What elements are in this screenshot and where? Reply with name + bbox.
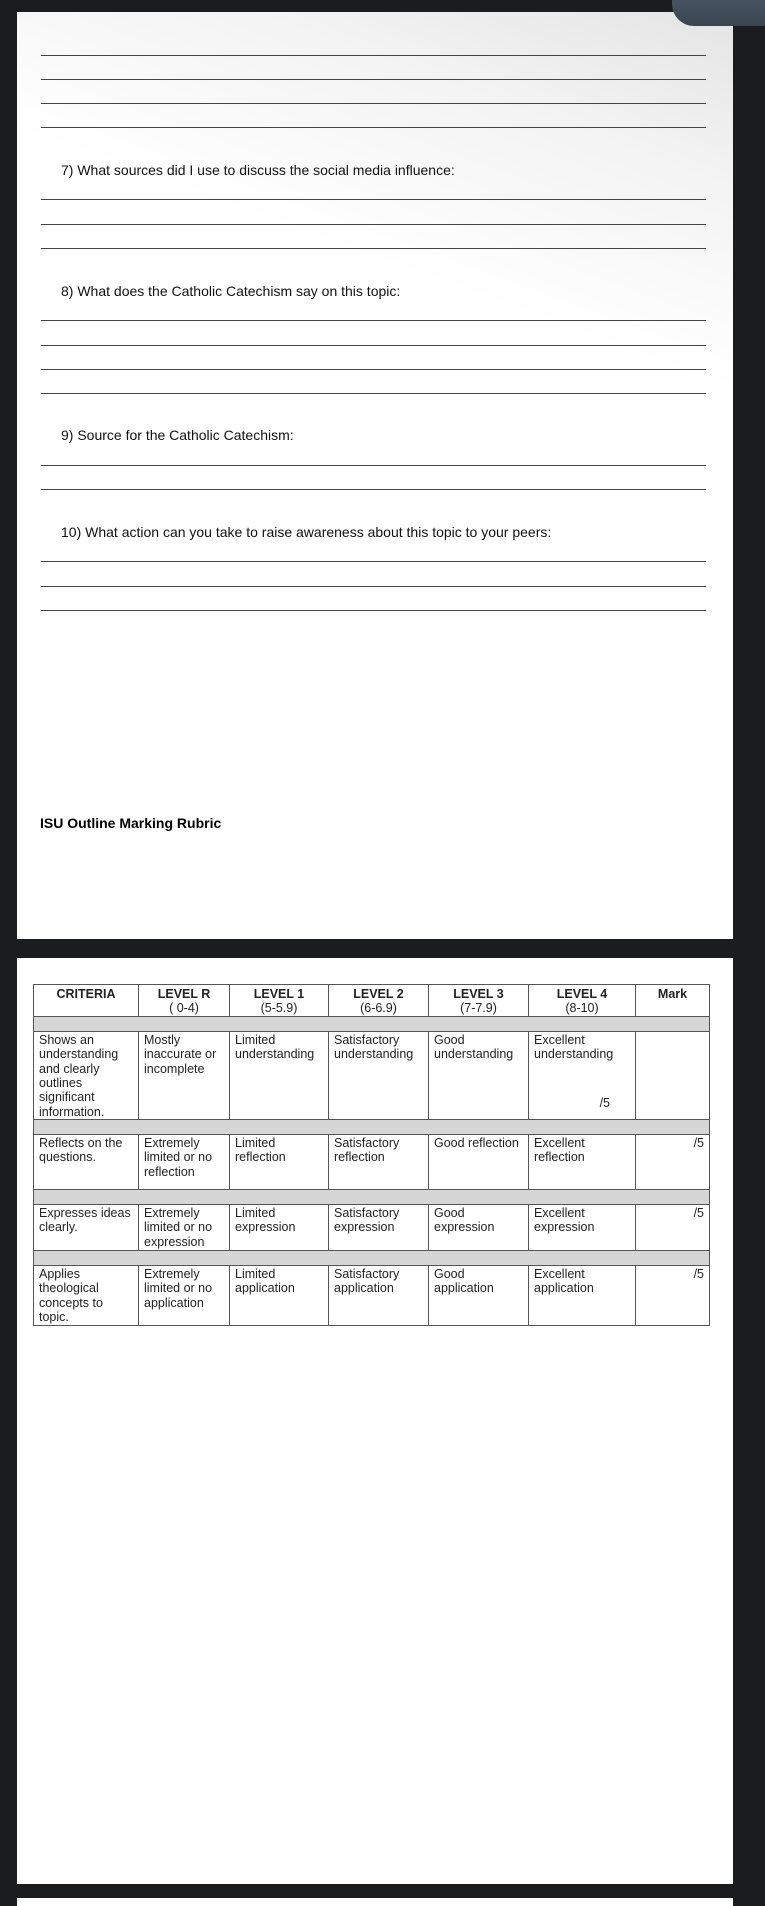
level-r-cell: Mostly inaccurate or incomplete xyxy=(139,1031,230,1119)
level-3-cell: Good application xyxy=(429,1266,529,1326)
level-r-cell: Extremely limited or no application xyxy=(139,1266,230,1326)
level-1-cell: Limited understanding xyxy=(230,1031,329,1119)
next-page-edge xyxy=(17,1898,733,1906)
answer-line[interactable] xyxy=(41,103,706,104)
row-divider xyxy=(34,1251,710,1266)
level-2-cell: Satisfactory expression xyxy=(329,1205,429,1251)
mark-cell[interactable]: /5 xyxy=(636,1266,710,1326)
table-row xyxy=(34,1031,710,1119)
level-2-cell: Satisfactory application xyxy=(329,1266,429,1326)
criteria-cell: Reflects on the questions. xyxy=(34,1135,139,1190)
table-row xyxy=(34,1266,710,1326)
worksheet-page-2 xyxy=(17,958,733,1884)
level-r-cell: Extremely limited or no reflection xyxy=(139,1135,230,1190)
criteria-cell: Shows an understanding and clearly outlines significant information. xyxy=(34,1031,139,1119)
level-1-cell: Limited expression xyxy=(230,1205,329,1251)
header-mark: Mark xyxy=(636,985,710,1017)
header-level-1: LEVEL 1 (5-5.9) xyxy=(230,985,329,1017)
question-7: 7) What sources did I use to discuss the social media influence: xyxy=(61,162,455,178)
answer-line[interactable] xyxy=(41,465,706,466)
worksheet-page-1 xyxy=(17,12,733,939)
row-divider xyxy=(34,1190,710,1205)
level-1-cell: Limited application xyxy=(230,1266,329,1326)
answer-line[interactable] xyxy=(41,489,706,490)
level-4-cell xyxy=(529,1031,636,1119)
header-criteria: CRITERIA xyxy=(34,985,139,1017)
answer-line[interactable] xyxy=(41,610,706,611)
marking-rubric-table xyxy=(33,984,710,1326)
mark-cell[interactable]: /5 xyxy=(636,1135,710,1190)
level-2-cell: Satisfactory reflection xyxy=(329,1135,429,1190)
answer-line[interactable] xyxy=(41,561,706,562)
level-3-cell: Good reflection xyxy=(429,1135,529,1190)
answer-line[interactable] xyxy=(41,79,706,80)
question-8: 8) What does the Catholic Catechism say on this topic: xyxy=(61,283,401,299)
answer-line[interactable] xyxy=(41,586,706,587)
level-3-cell: Good understanding xyxy=(429,1031,529,1119)
mark-cell[interactable]: /5 xyxy=(636,1205,710,1251)
level-4-cell: Excellent expression xyxy=(529,1205,636,1251)
answer-line[interactable] xyxy=(41,55,706,56)
row-divider xyxy=(34,1016,710,1031)
level-3-cell: Good expression xyxy=(429,1205,529,1251)
header-level-4: LEVEL 4 (8-10) xyxy=(529,985,636,1017)
level-r-cell: Extremely limited or no expression xyxy=(139,1205,230,1251)
answer-line[interactable] xyxy=(41,393,706,394)
row-divider xyxy=(34,1120,710,1135)
header-level-2: LEVEL 2 (6-6.9) xyxy=(329,985,429,1017)
score-out-of-five: /5 xyxy=(599,1095,610,1110)
answer-line[interactable] xyxy=(41,199,706,200)
header-level-3: LEVEL 3 (7-7.9) xyxy=(429,985,529,1017)
answer-line[interactable] xyxy=(41,248,706,249)
level-4-text: Excellent understanding xyxy=(534,1032,614,1062)
criteria-cell: Applies theological concepts to topic. xyxy=(34,1266,139,1326)
level-2-cell: Satisfactory understanding xyxy=(329,1031,429,1119)
level-4-cell: Excellent reflection xyxy=(529,1135,636,1190)
mark-cell[interactable] xyxy=(636,1031,710,1119)
answer-line[interactable] xyxy=(41,345,706,346)
rubric-header-row xyxy=(34,985,710,1017)
answer-line[interactable] xyxy=(41,127,706,128)
answer-line[interactable] xyxy=(41,224,706,225)
question-9: 9) Source for the Catholic Catechism: xyxy=(61,427,294,443)
level-1-cell: Limited reflection xyxy=(230,1135,329,1190)
answer-line[interactable] xyxy=(41,369,706,370)
scroll-tab[interactable] xyxy=(672,0,765,26)
level-4-cell: Excellent application xyxy=(529,1266,636,1326)
question-10: 10) What action can you take to raise awareness about this topic to your peers: xyxy=(61,524,552,540)
rubric-heading: ISU Outline Marking Rubric xyxy=(40,815,222,831)
answer-line[interactable] xyxy=(41,320,706,321)
criteria-cell: Expresses ideas clearly. xyxy=(34,1205,139,1251)
header-level-r: LEVEL R ( 0-4) xyxy=(139,985,230,1017)
table-row xyxy=(34,1205,710,1251)
table-row xyxy=(34,1135,710,1190)
